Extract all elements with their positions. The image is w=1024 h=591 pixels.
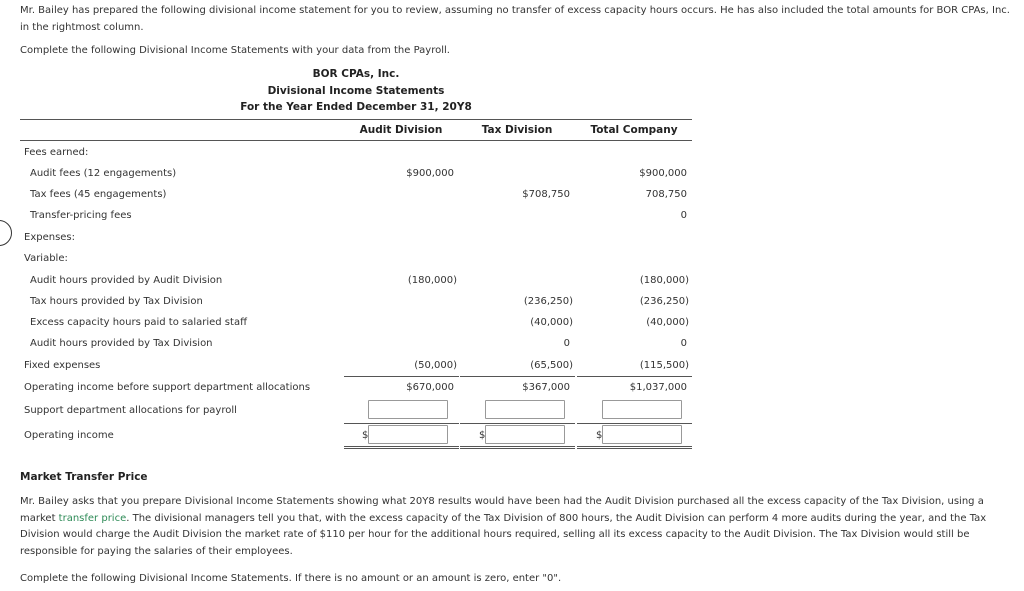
col-header-tax: Tax Division: [481, 124, 553, 136]
fixed-expenses-total: (115,500): [639, 360, 689, 371]
double-rule-total-1: [577, 446, 692, 447]
support-allocation-tax-input[interactable]: [485, 400, 565, 419]
excess-capacity-tax: (40,000): [530, 317, 573, 328]
row-label-audit-hours-tax: Audit hours provided by Tax Division: [30, 338, 213, 349]
statement-title: Divisional Income Statements: [267, 85, 445, 97]
audit-fees-total: $900,000: [639, 168, 687, 179]
dollar-sign-audit: $: [362, 430, 369, 441]
header-bottom-rule: [20, 140, 692, 141]
row-label-expenses: Expenses:: [24, 232, 76, 243]
audit-hours-total: (180,000): [639, 275, 689, 286]
operating-income-total-input[interactable]: [602, 425, 682, 444]
fixed-expenses-audit: (50,000): [414, 360, 457, 371]
col-header-audit: Audit Division: [359, 124, 443, 136]
row-label-excess-capacity: Excess capacity hours paid to salaried staff: [30, 317, 247, 328]
market-para-part1: Mr. Bailey asks that you prepare Divisional Income Statements showing what 20Y8 results would have been had the Audit Division purchased all the excess capacity of the Tax Division, using a market: [20, 496, 984, 524]
row-label-variable: Variable:: [24, 253, 68, 264]
company-name: BOR CPAs, Inc.: [312, 68, 400, 80]
market-instruction: Complete the following Divisional Income Statements. If there is no amount or an amount is zero, enter "0".: [20, 573, 562, 584]
operating-income-tax-input[interactable]: [485, 425, 565, 444]
intro-paragraph: Mr. Bailey has prepared the following divisional income statement for you to review, assuming no transfer of excess capacity hours occurs. He has also included the total amounts for BOR CPAs, Inc. in the rightmost column.: [20, 5, 1010, 33]
audit-fees-audit: $900,000: [406, 168, 454, 179]
total-rule-total: [577, 423, 692, 424]
statement-period: For the Year Ended December 31, 20Y8: [240, 101, 472, 113]
tax-fees-tax: $708,750: [522, 189, 570, 200]
header-top-rule: [20, 119, 692, 120]
row-label-tax-fees: Tax fees (45 engagements): [30, 189, 167, 200]
support-allocation-total-input[interactable]: [602, 400, 682, 419]
fixed-expenses-tax: (65,500): [530, 360, 573, 371]
row-label-fixed-expenses: Fixed expenses: [24, 360, 101, 371]
transfer-price-link[interactable]: transfer price: [58, 512, 127, 524]
dollar-sign-total: $: [596, 430, 603, 441]
operating-income-audit-input[interactable]: [368, 425, 448, 444]
row-label-fees-earned: Fees earned:: [24, 147, 89, 158]
row-label-tax-hours: Tax hours provided by Tax Division: [30, 296, 203, 307]
audit-hours-tax-tax: 0: [563, 338, 570, 349]
tax-hours-total: (236,250): [639, 296, 689, 307]
excess-capacity-total: (40,000): [646, 317, 689, 328]
tax-fees-total: 708,750: [645, 189, 687, 200]
double-rule-tax-2: [460, 448, 575, 449]
market-heading: Market Transfer Price: [20, 471, 148, 483]
row-label-audit-hours-audit: Audit hours provided by Audit Division: [30, 275, 223, 286]
row-label-audit-fees: Audit fees (12 engagements): [30, 168, 177, 179]
dollar-sign-tax: $: [479, 430, 486, 441]
op-income-before-tax: $367,000: [522, 382, 570, 393]
tax-hours-tax: (236,250): [523, 296, 573, 307]
total-rule-tax: [460, 423, 575, 424]
row-label-support-allocations: Support department allocations for payroll: [24, 405, 237, 416]
op-income-before-total: $1,037,000: [629, 382, 687, 393]
radio-circle-fragment: [0, 220, 12, 246]
market-paragraph: [20, 494, 1020, 560]
intro-instruction: Complete the following Divisional Income Statements with your data from the Payroll.: [20, 45, 450, 56]
row-label-operating-income-before: Operating income before support department allocations: [24, 382, 311, 393]
double-rule-audit-1: [344, 446, 459, 447]
audit-hours-audit: (180,000): [407, 275, 457, 286]
total-rule-audit: [344, 423, 459, 424]
double-rule-audit-2: [344, 448, 459, 449]
subtotal-rule-audit: [344, 376, 459, 377]
double-rule-total-2: [577, 448, 692, 449]
market-para-part2: . The divisional managers tell you that, with the excess capacity of the Tax Division of 800 hours, the Audit Division can perform 4 more audits during the year, and the Tax Division would charge the Audit Division the market rate of $110 per hour for the additional hours required, selling all its excess capacity to the Audit Division. The Tax Division would still be responsible for paying the salaries of their employees.: [20, 512, 987, 557]
op-income-before-audit: $670,000: [406, 382, 454, 393]
subtotal-rule-tax: [460, 376, 575, 377]
subtotal-rule-total: [577, 376, 692, 377]
row-label-transfer-pricing: Transfer-pricing fees: [30, 210, 132, 221]
row-label-operating-income: Operating income: [24, 430, 114, 441]
double-rule-tax-1: [460, 446, 575, 447]
audit-hours-tax-total: 0: [680, 338, 687, 349]
support-allocation-audit-input[interactable]: [368, 400, 448, 419]
transfer-pricing-total: 0: [680, 210, 687, 221]
col-header-total: Total Company: [590, 124, 678, 136]
